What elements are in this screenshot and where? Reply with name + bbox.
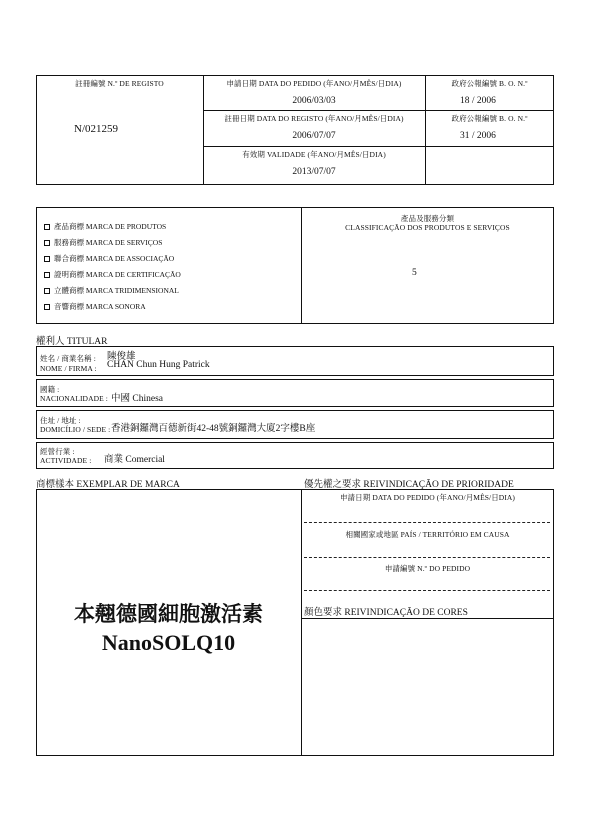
name-label-pt: NOME / FIRMA : [40, 364, 97, 373]
colors-heading: 顏色要求 REIVINDICAÇÃO DE CORES [304, 608, 468, 618]
mark-type-tridimensional: 立體商標 MARCA TRIDIMENSIONAL [44, 285, 179, 296]
priority-heading: 優先權之要求 REIVINDICAÇÃO DE PRIORIDADE [304, 480, 514, 490]
specimen-line-en: NanoSOLQ10 [101, 630, 236, 655]
checkbox-icon [44, 288, 50, 294]
checkbox-icon [44, 304, 50, 310]
priority-date-line [304, 522, 550, 523]
reg-no-value: N/021259 [74, 123, 118, 135]
checkbox-icon [44, 256, 50, 262]
priority-number-line [304, 590, 550, 591]
checkbox-icon [44, 224, 50, 230]
bon1-value: 18 / 2006 [460, 96, 496, 106]
bon1-label: 政府公報編號 B. O. N.º [451, 79, 528, 88]
address-label-cn: 住址 / 地址 : [40, 416, 81, 425]
divider [203, 146, 554, 147]
priority-country-line [304, 557, 550, 558]
checkbox-icon [44, 272, 50, 278]
reg-date-value: 2006/07/07 [292, 131, 336, 141]
filing-date-value: 2006/03/03 [292, 96, 336, 106]
priority-date-label: 申請日期 DATA DO PEDIDO (年ANO/月MÊS/日DIA) [339, 493, 516, 502]
mark-type-sonora: 音響商標 MARCA SONORA [44, 301, 146, 312]
classification-title-cn: 產品及服務分類 [400, 214, 455, 223]
mark-type-products: 產品商標 MARCA DE PRODUTOS [44, 221, 166, 232]
activity-label-cn: 經營行業 : [40, 447, 75, 456]
priority-country-label: 相關國家或地區 PAÍS / TERRITÓRIO EM CAUSA [345, 530, 510, 539]
activity-value: 商業 Comercial [104, 455, 165, 465]
name-label-cn: 姓名 / 商業名稱 : [40, 354, 96, 363]
activity-label-pt: ACTIVIDADE : [40, 456, 92, 465]
checkbox-icon [44, 240, 50, 246]
divider [203, 110, 554, 111]
specimen-heading: 商標樣本 EXEMPLAR DE MARCA [36, 480, 180, 490]
mark-type-certification: 證明商標 MARCA DE CERTIFICAÇÃO [44, 269, 181, 280]
mark-type-association: 聯合商標 MARCA DE ASSOCIAÇÃO [44, 253, 174, 264]
reg-date-label: 註冊日期 DATA DO REGISTO (年ANO/月MÊS/日DIA) [224, 114, 404, 123]
nationality-value: 中國 Chinesa [111, 394, 163, 404]
classification-title-pt: CLASSIFICAÇÃO DOS PRODUTOS E SERVIÇOS [345, 223, 510, 232]
filing-date-label: 申請日期 DATA DO PEDIDO (年ANO/月MÊS/日DIA) [226, 79, 402, 88]
divider [301, 618, 554, 619]
validity-label: 有效期 VALIDADE (年ANO/月MÊS/日DIA) [242, 150, 386, 159]
mark-type-services: 服務商標 MARCA DE SERVIÇOS [44, 237, 162, 248]
divider [425, 75, 426, 185]
nationality-label-pt: NACIONALIDADE : [40, 394, 108, 403]
bon2-value: 31 / 2006 [460, 131, 496, 141]
validity-value: 2013/07/07 [292, 167, 336, 177]
priority-number-label: 申請編號 N.º DO PEDIDO [384, 564, 471, 573]
address-label-pt: DOMICÍLIO / SEDE : [40, 425, 111, 434]
name-cn-value: 陳俊雄 [107, 352, 136, 362]
reg-no-label: 註冊編號 N.º DE REGISTO [75, 79, 164, 88]
titular-heading: 權利人 TITULAR [36, 337, 108, 347]
classification-value: 5 [412, 268, 417, 278]
bon2-label: 政府公報編號 B. O. N.º [451, 114, 528, 123]
nationality-label-cn: 國籍 : [40, 385, 60, 394]
specimen-line-cn: 本翹德國細胞激活素 [74, 602, 263, 626]
name-en-value: CHAN Chun Hung Patrick [107, 360, 210, 370]
address-value: 香港銅鑼灣百德新街42-48號銅鑼灣大廈2字樓B座 [111, 424, 316, 434]
